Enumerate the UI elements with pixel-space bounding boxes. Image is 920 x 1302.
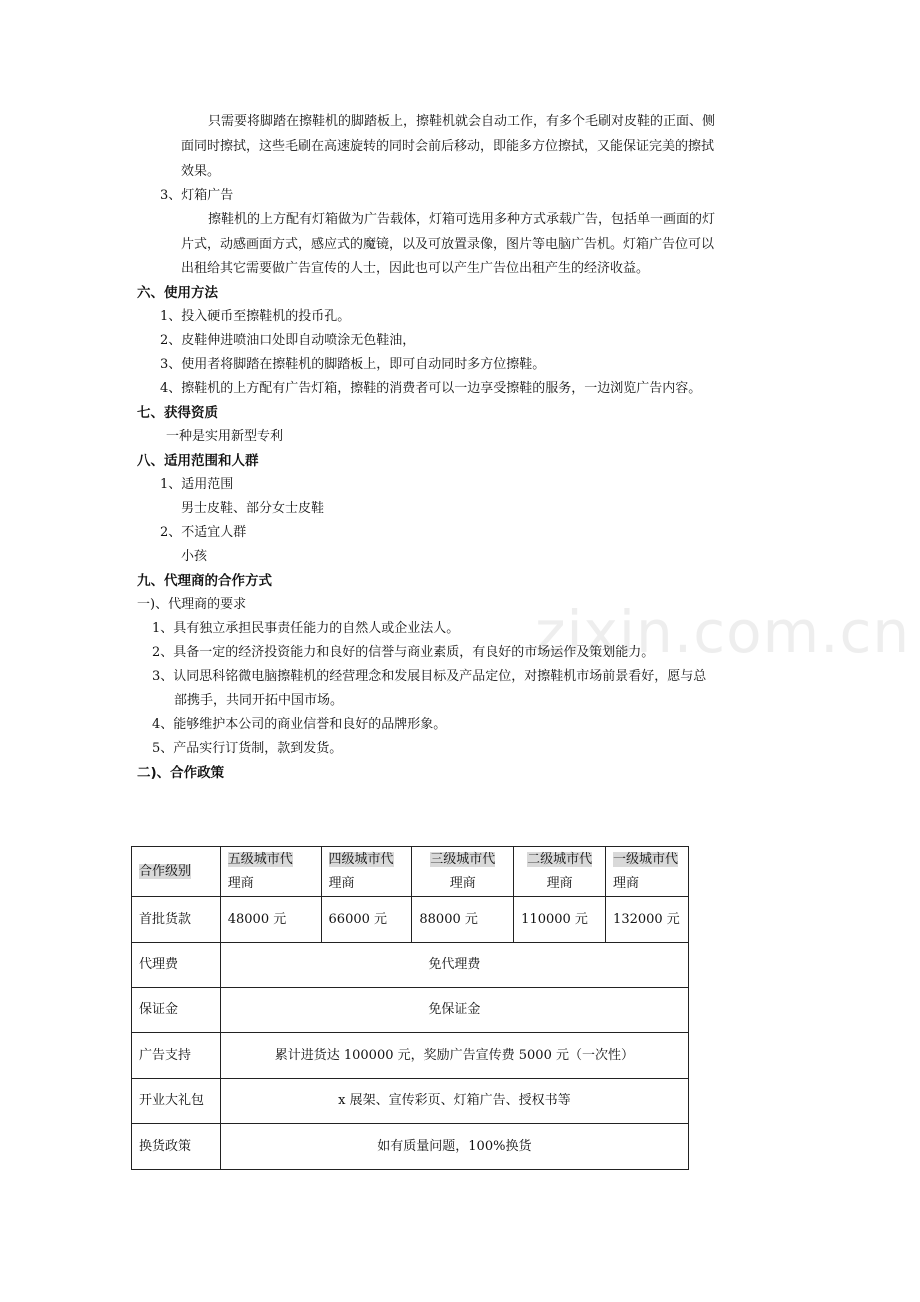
list-item: 3、灯箱广告 bbox=[160, 188, 234, 203]
row-label: 广告支持 bbox=[132, 1033, 221, 1079]
list-item: 2、具备一定的经济投资能力和良好的信誉与商业素质，有良好的市场运作及策划能力。 bbox=[152, 645, 655, 660]
paragraph-line: 男士皮鞋、部分女士皮鞋 bbox=[181, 501, 325, 516]
table-cell: x 展架、宣传彩页、灯箱广告、授权书等 bbox=[220, 1079, 688, 1124]
section-heading: 八、适用范围和人群 bbox=[137, 453, 259, 469]
table-header-row bbox=[132, 847, 689, 897]
cooperation-policy-table bbox=[131, 846, 689, 1170]
table-cell: 48000 元 bbox=[220, 897, 321, 943]
table-row bbox=[132, 1033, 689, 1079]
paragraph-line: 一种是实用新型专利 bbox=[166, 429, 284, 444]
table-cell: 132000 元 bbox=[606, 897, 689, 943]
table-row bbox=[132, 1124, 689, 1170]
table-row bbox=[132, 897, 689, 943]
list-item: 1、适用范围 bbox=[160, 477, 234, 492]
paragraph-line: 面同时擦拭，这些毛刷在高速旋转的同时会前后移动，即能多方位擦拭，又能保证完美的擦拭 bbox=[181, 139, 715, 154]
table-row bbox=[132, 943, 689, 988]
table-header-cell: 二级城市代 理商 bbox=[514, 847, 606, 897]
list-item: 4、擦鞋机的上方配有广告灯箱，擦鞋的消费者可以一边享受擦鞋的服务，一边浏览广告内容。 bbox=[160, 381, 702, 396]
list-item: 3、使用者将脚踏在擦鞋机的脚踏板上，即可自动同时多方位擦鞋。 bbox=[160, 357, 546, 372]
table-cell: 免代理费 bbox=[220, 943, 688, 988]
row-label: 保证金 bbox=[132, 988, 221, 1033]
paragraph-line: 片式，动感画面方式，感应式的魔镜，以及可放置录像，图片等电脑广告机。灯箱广告位可以 bbox=[181, 237, 715, 252]
table-header-cell: 三级城市代 理商 bbox=[412, 847, 514, 897]
section-heading: 六、使用方法 bbox=[137, 285, 218, 301]
list-item: 4、能够维护本公司的商业信誉和良好的品牌形象。 bbox=[152, 717, 447, 732]
table-cell: 110000 元 bbox=[514, 897, 606, 943]
list-item: 2、不适宜人群 bbox=[160, 525, 247, 540]
section-heading: 二)、合作政策 bbox=[137, 765, 225, 781]
watermark: zixin.com.cn bbox=[535, 598, 911, 666]
paragraph-line: 小孩 bbox=[181, 549, 208, 564]
paragraph-line: 只需要将脚踏在擦鞋机的脚踏板上，擦鞋机就会自动工作，有多个毛刷对皮鞋的正面、侧 bbox=[208, 114, 716, 129]
paragraph-line: 出租给其它需要做广告宣传的人士，因此也可以产生广告位出租产生的经济收益。 bbox=[181, 261, 650, 276]
list-item: 1、投入硬币至擦鞋机的投币孔。 bbox=[160, 309, 351, 324]
list-item: 3、认同思科铭微电脑擦鞋机的经营理念和发展目标及产品定位，对擦鞋机市场前景看好，愿与总 bbox=[152, 669, 707, 684]
table-cell: 如有质量问题，100%换货 bbox=[220, 1124, 688, 1170]
row-label: 代理费 bbox=[132, 943, 221, 988]
paragraph-line: 效果。 bbox=[181, 164, 221, 179]
table-cell: 免保证金 bbox=[220, 988, 688, 1033]
list-item: 1、具有独立承担民事责任能力的自然人或企业法人。 bbox=[152, 621, 460, 636]
table-cell: 88000 元 bbox=[412, 897, 514, 943]
section-heading: 七、获得资质 bbox=[137, 405, 218, 421]
row-label: 开业大礼包 bbox=[132, 1079, 221, 1124]
table-header-cell: 四级城市代 理商 bbox=[321, 847, 412, 897]
row-label: 换货政策 bbox=[132, 1124, 221, 1170]
table-row bbox=[132, 1079, 689, 1124]
paragraph-line: 擦鞋机的上方配有灯箱做为广告载体，灯箱可选用多种方式承载广告，包括单一画面的灯 bbox=[208, 212, 716, 227]
table-cell: 累计进货达 100000 元，奖励广告宣传费 5000 元（一次性） bbox=[220, 1033, 688, 1079]
list-item: 5、产品实行订货制，款到发货。 bbox=[152, 741, 343, 756]
table-header-cell: 合作级别 bbox=[132, 847, 221, 897]
table-header-cell: 一级城市代 理商 bbox=[606, 847, 689, 897]
table-cell: 66000 元 bbox=[321, 897, 412, 943]
row-label: 首批货款 bbox=[132, 897, 221, 943]
table-row bbox=[132, 988, 689, 1033]
table-header-cell: 五级城市代 理商 bbox=[220, 847, 321, 897]
section-heading: 九、代理商的合作方式 bbox=[137, 573, 272, 589]
list-item: 2、皮鞋伸进喷油口处即自动喷涂无色鞋油， bbox=[160, 333, 416, 348]
paragraph-line: 部携手，共同开拓中国市场。 bbox=[174, 693, 344, 708]
subsection-heading: 一)、代理商的要求 bbox=[137, 597, 247, 612]
